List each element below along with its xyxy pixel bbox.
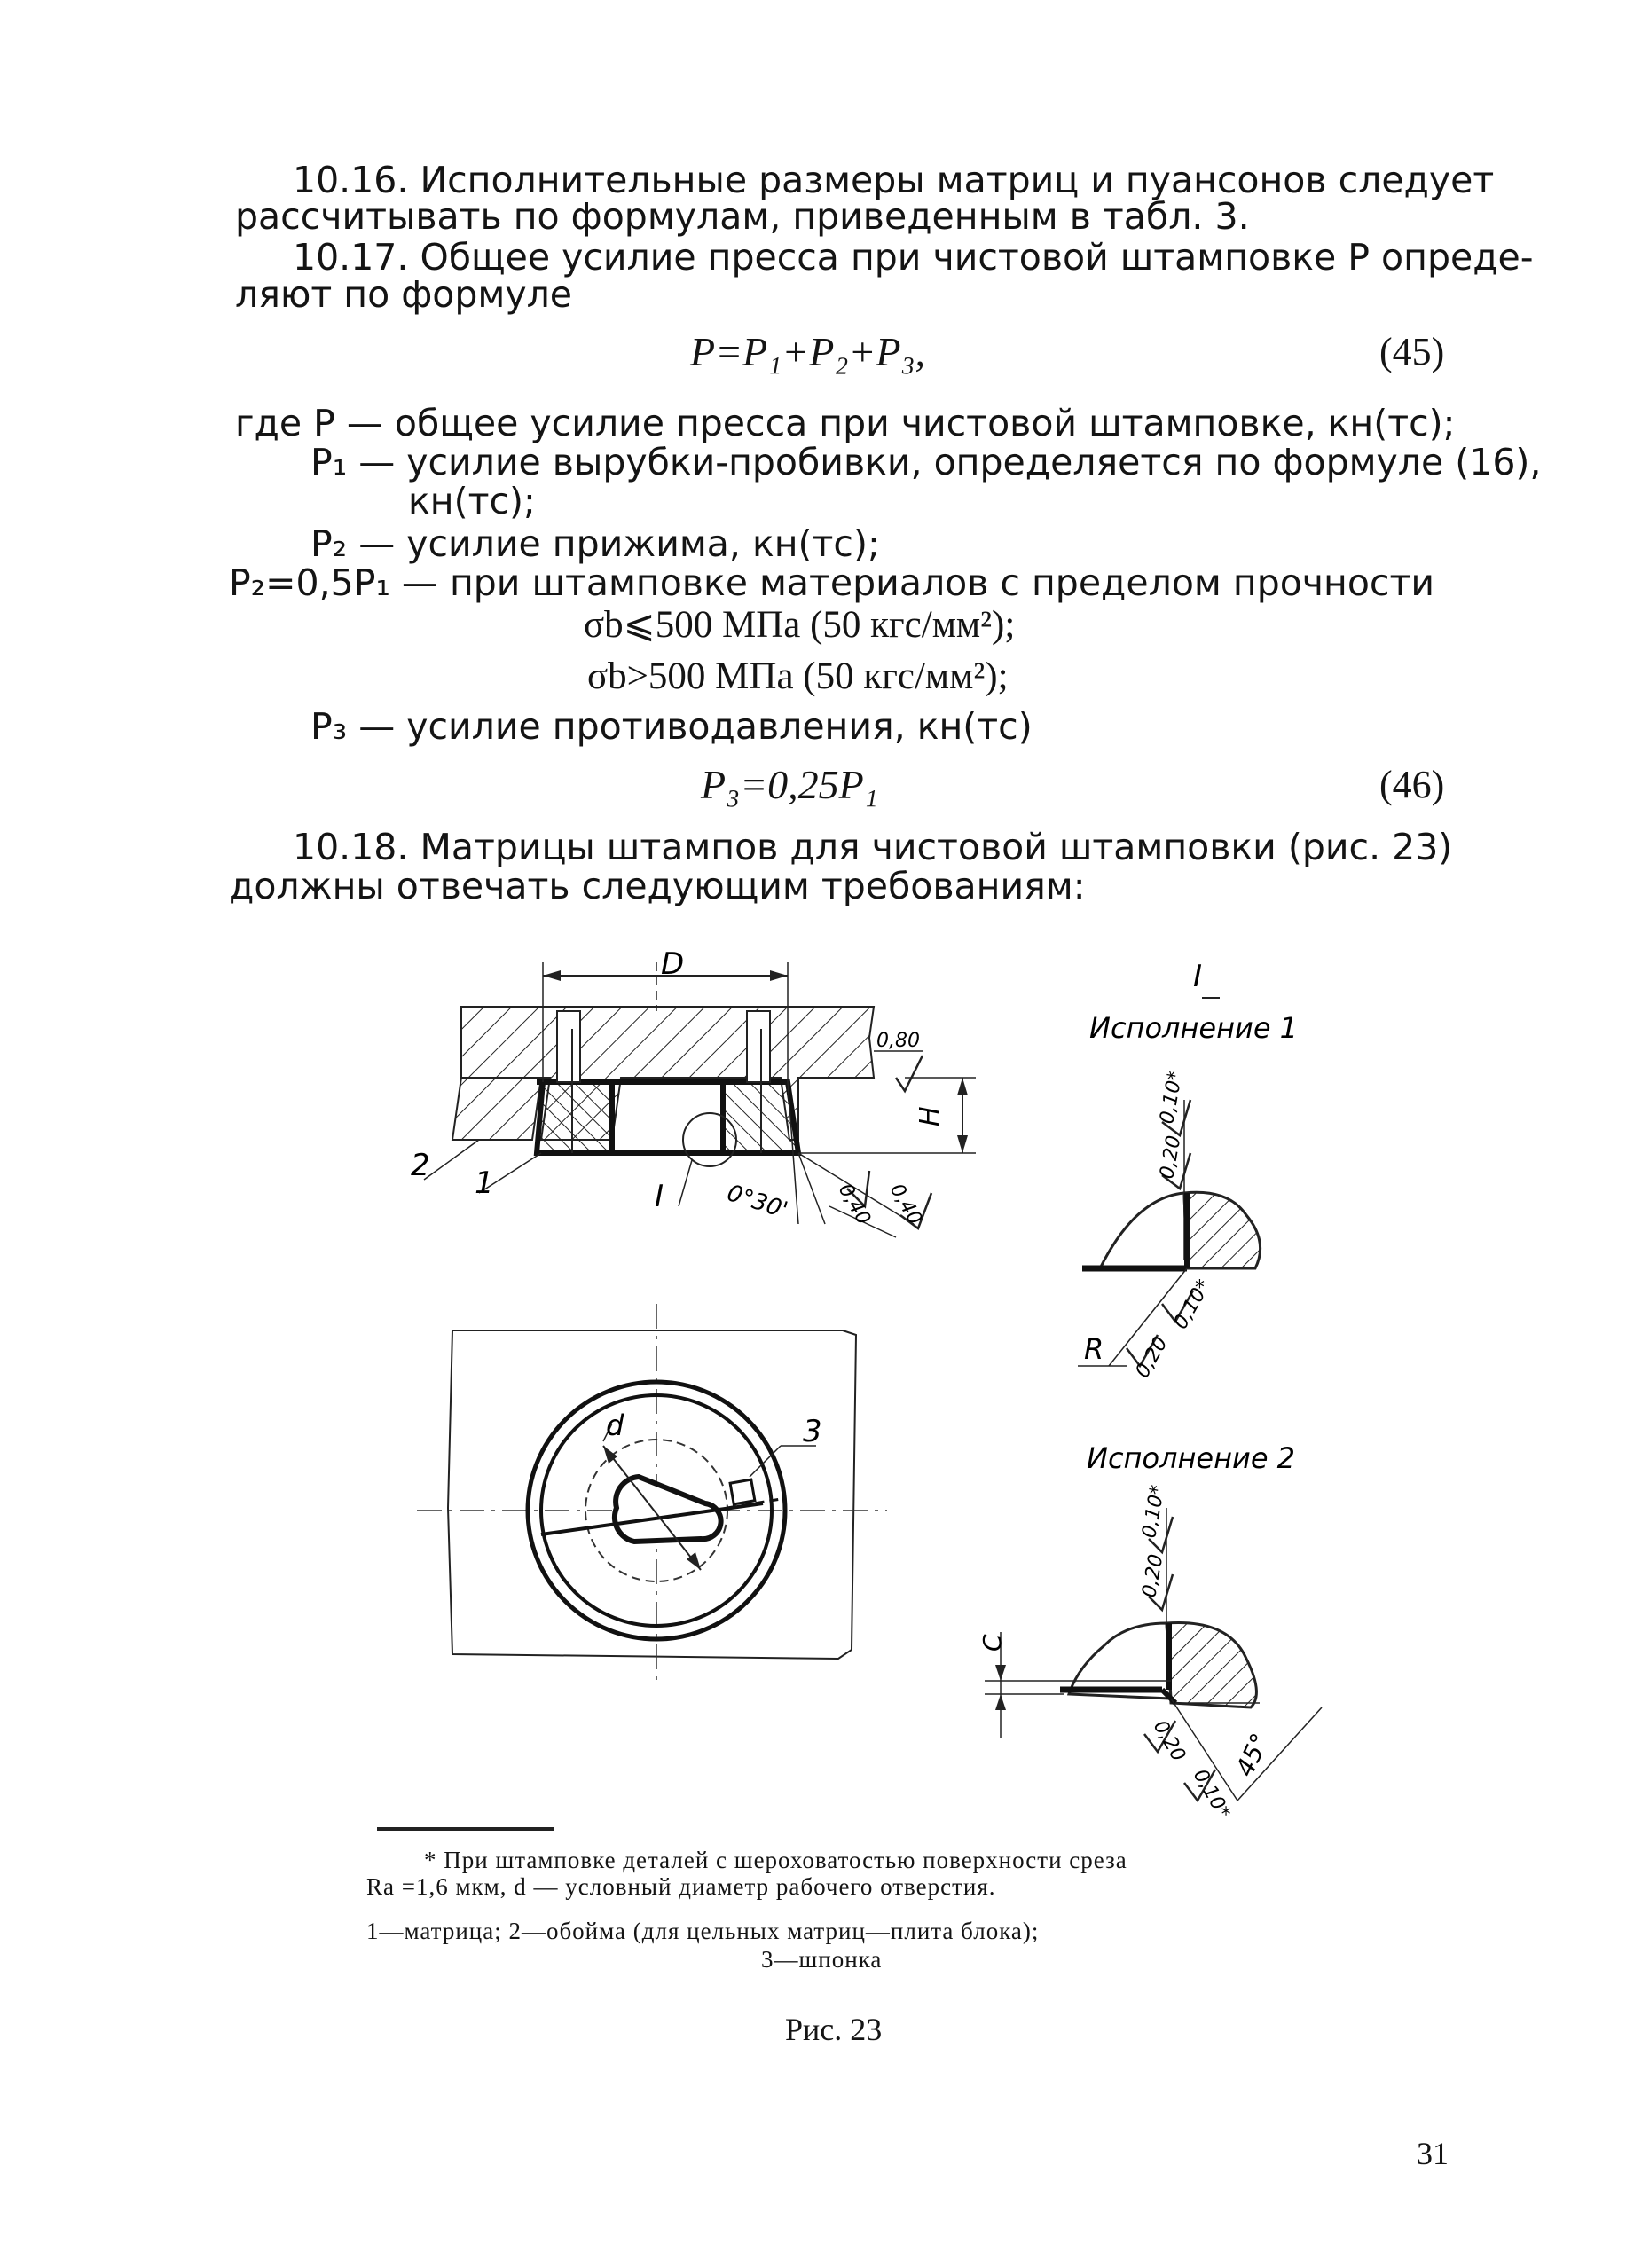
label-detail-i: I <box>655 1179 664 1214</box>
label-h-dimension: H <box>915 1106 946 1126</box>
label-angle-0-30: 0°30' <box>723 1180 791 1225</box>
roughness-0-20-v2-top: 0,20 <box>1138 1552 1168 1600</box>
roughness-0-40-a: 0,40 <box>833 1180 875 1229</box>
p1-definition-line-1: P₁ — усилие вырубки-пробивки, определяется по формуле (16), <box>310 441 1542 483</box>
figure-legend-line-2: 3—шпонка <box>761 1946 883 1973</box>
roughness-0-40-b: 0,40 <box>884 1180 926 1229</box>
footnote-line-1: * При штамповке деталей с шероховатостью поверхности среза <box>424 1847 1127 1873</box>
page-number: 31 <box>1417 2136 1449 2171</box>
formula-46-number: (46) <box>1379 763 1445 806</box>
label-r-radius: R <box>1084 1332 1104 1366</box>
sigma-condition-1: σb⩽500 МПа (50 кгс/мм²); <box>584 604 1016 646</box>
footnote-line-2: Ra =1,6 мкм, d — условный диаметр рабочего отверстия. <box>366 1873 996 1900</box>
paragraph-10-16-line-2: рассчитывать по формулам, приведенным в табл. 3. <box>235 195 1250 238</box>
paragraph-10-18-line-2: должны отвечать следующим требованиям: <box>229 865 1086 907</box>
label-2-holder: 2 <box>411 1148 430 1183</box>
detail-title-i: I <box>1193 959 1203 994</box>
label-1-die: 1 <box>475 1165 494 1201</box>
paragraph-10-16-line-1: 10.16. Исполнительные размеры матриц и пуансонов следует <box>293 159 1495 201</box>
roughness-0-80: 0,80 <box>876 1030 920 1052</box>
p2-equation: P₂=0,5P₁ — при штамповке материалов с пределом прочности <box>229 561 1434 604</box>
roughness-0-20-v1-top: 0,20 <box>1156 1134 1186 1181</box>
label-d-dimension: D <box>661 946 685 982</box>
variant-2-title: Исполнение 2 <box>1087 1441 1296 1475</box>
formula-46: P₃=0,25P₁ <box>701 762 878 807</box>
p3-definition: P₃ — усилие противодавления, кн(тс) <box>310 705 1033 748</box>
where-p: где P — общее усилие пресса при чистовой штамповке, кн(тс); <box>235 402 1456 444</box>
label-d-diameter: d <box>606 1409 624 1442</box>
roughness-0-20-v1-bottom: 0,20 <box>1131 1333 1173 1382</box>
p1-definition-line-2: кн(тс); <box>408 480 536 522</box>
roughness-0-10-star-v1-bottom: 0,10* <box>1169 1275 1216 1333</box>
roughness-0-20-v2-bottom: 0,20 <box>1148 1716 1190 1766</box>
figure-caption: Рис. 23 <box>785 2012 883 2047</box>
detail-variant-2 <box>985 1508 1322 1801</box>
variant-1-title: Исполнение 1 <box>1089 1011 1299 1045</box>
roughness-0-10-star-v2-bottom: 0,10* <box>1188 1765 1235 1823</box>
label-angle-45: 45° <box>1229 1729 1276 1781</box>
formula-45-number: (45) <box>1379 330 1445 373</box>
sigma-condition-2: σb>500 МПа (50 кгс/мм²); <box>587 655 1009 697</box>
plan-view <box>417 1304 887 1681</box>
paragraph-10-18-line-1: 10.18. Матрицы штампов для чистовой штамповки (рис. 23) <box>293 826 1453 868</box>
formula-45: P=P₁+P₂+P₃, <box>690 329 925 374</box>
label-c-chamfer: C <box>978 1634 1007 1652</box>
paragraph-10-17-line-2: ляют по формуле <box>235 273 573 316</box>
p2-definition: P₂ — усилие прижима, кн(тс); <box>310 522 880 565</box>
paragraph-10-17-line-1: 10.17. Общее усилие пресса при чистовой штамповке P опреде- <box>293 236 1534 279</box>
roughness-0-10-star-v2-top: 0,10* <box>1138 1483 1170 1541</box>
label-3-key: 3 <box>803 1414 822 1449</box>
figure-legend-line-1: 1—матрица; 2—обойма (для цельных матриц—плита блока); <box>366 1918 1040 1944</box>
roughness-0-10-star-v1-top: 0,10* <box>1156 1069 1188 1126</box>
detail-variant-1 <box>1078 998 1261 1366</box>
